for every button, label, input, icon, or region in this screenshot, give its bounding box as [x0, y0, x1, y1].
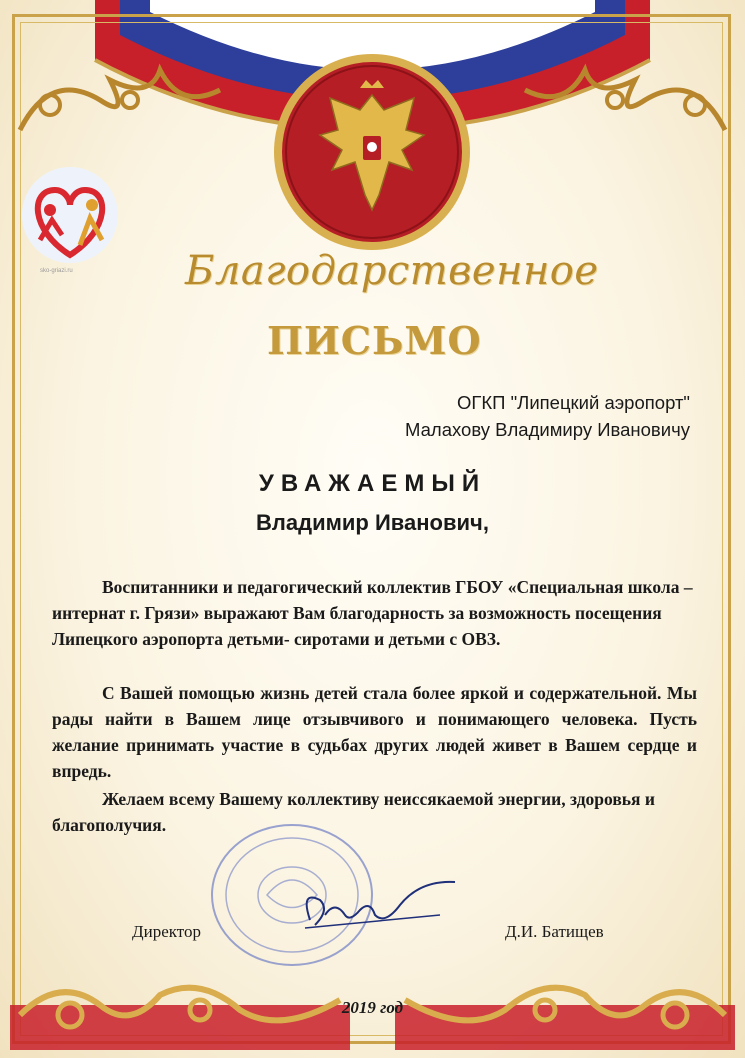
salutation-name: Владимир Иванович, — [256, 510, 489, 535]
paragraph-text: Воспитанники и педагогический коллектив ГБОУ «Специальная школа – интернат г. Грязи» выражают Вам благодарность за возможность посещения Липецкого аэропорта детьми- сиротами и детьми с ОВЗ. — [52, 577, 693, 649]
body-paragraph-1 — [52, 574, 697, 652]
logo-caption: sko-griazi.ru — [40, 268, 73, 274]
paragraph-text: Желаем всему Вашему коллективу неиссякаемой энергии, здоровья и благополучия. — [52, 789, 655, 835]
top-right-ornament — [515, 60, 735, 140]
letter-year: 2019 год — [341, 998, 404, 1017]
title-line1: Благодарственное — [185, 248, 599, 294]
school-logo — [10, 160, 130, 280]
recipient-person: Малахову Владимиру Ивановичу — [405, 419, 690, 440]
paragraph-text: С Вашей помощью жизнь детей стала более яркой и содержательной. Мы рады найти в Вашем лице отзывчивого и понимающего человека. Пусть желание принимать участие в судьбах других людей живет в Вашем сердце и впредь. — [52, 683, 697, 781]
salutation-heading: УВАЖАЕМЫЙ — [258, 470, 487, 497]
signature-name: Д.И. Батищев — [505, 922, 604, 941]
coat-of-arms-emblem — [270, 50, 475, 255]
body-paragraph-2 — [52, 680, 697, 784]
signature-position: Директор — [132, 922, 201, 941]
handwritten-signature — [290, 870, 470, 940]
title-line2: ПИСЬМО — [267, 318, 482, 363]
top-left-ornament — [10, 60, 230, 140]
recipient-organization: ОГКП "Липецкий аэропорт" — [456, 392, 690, 413]
